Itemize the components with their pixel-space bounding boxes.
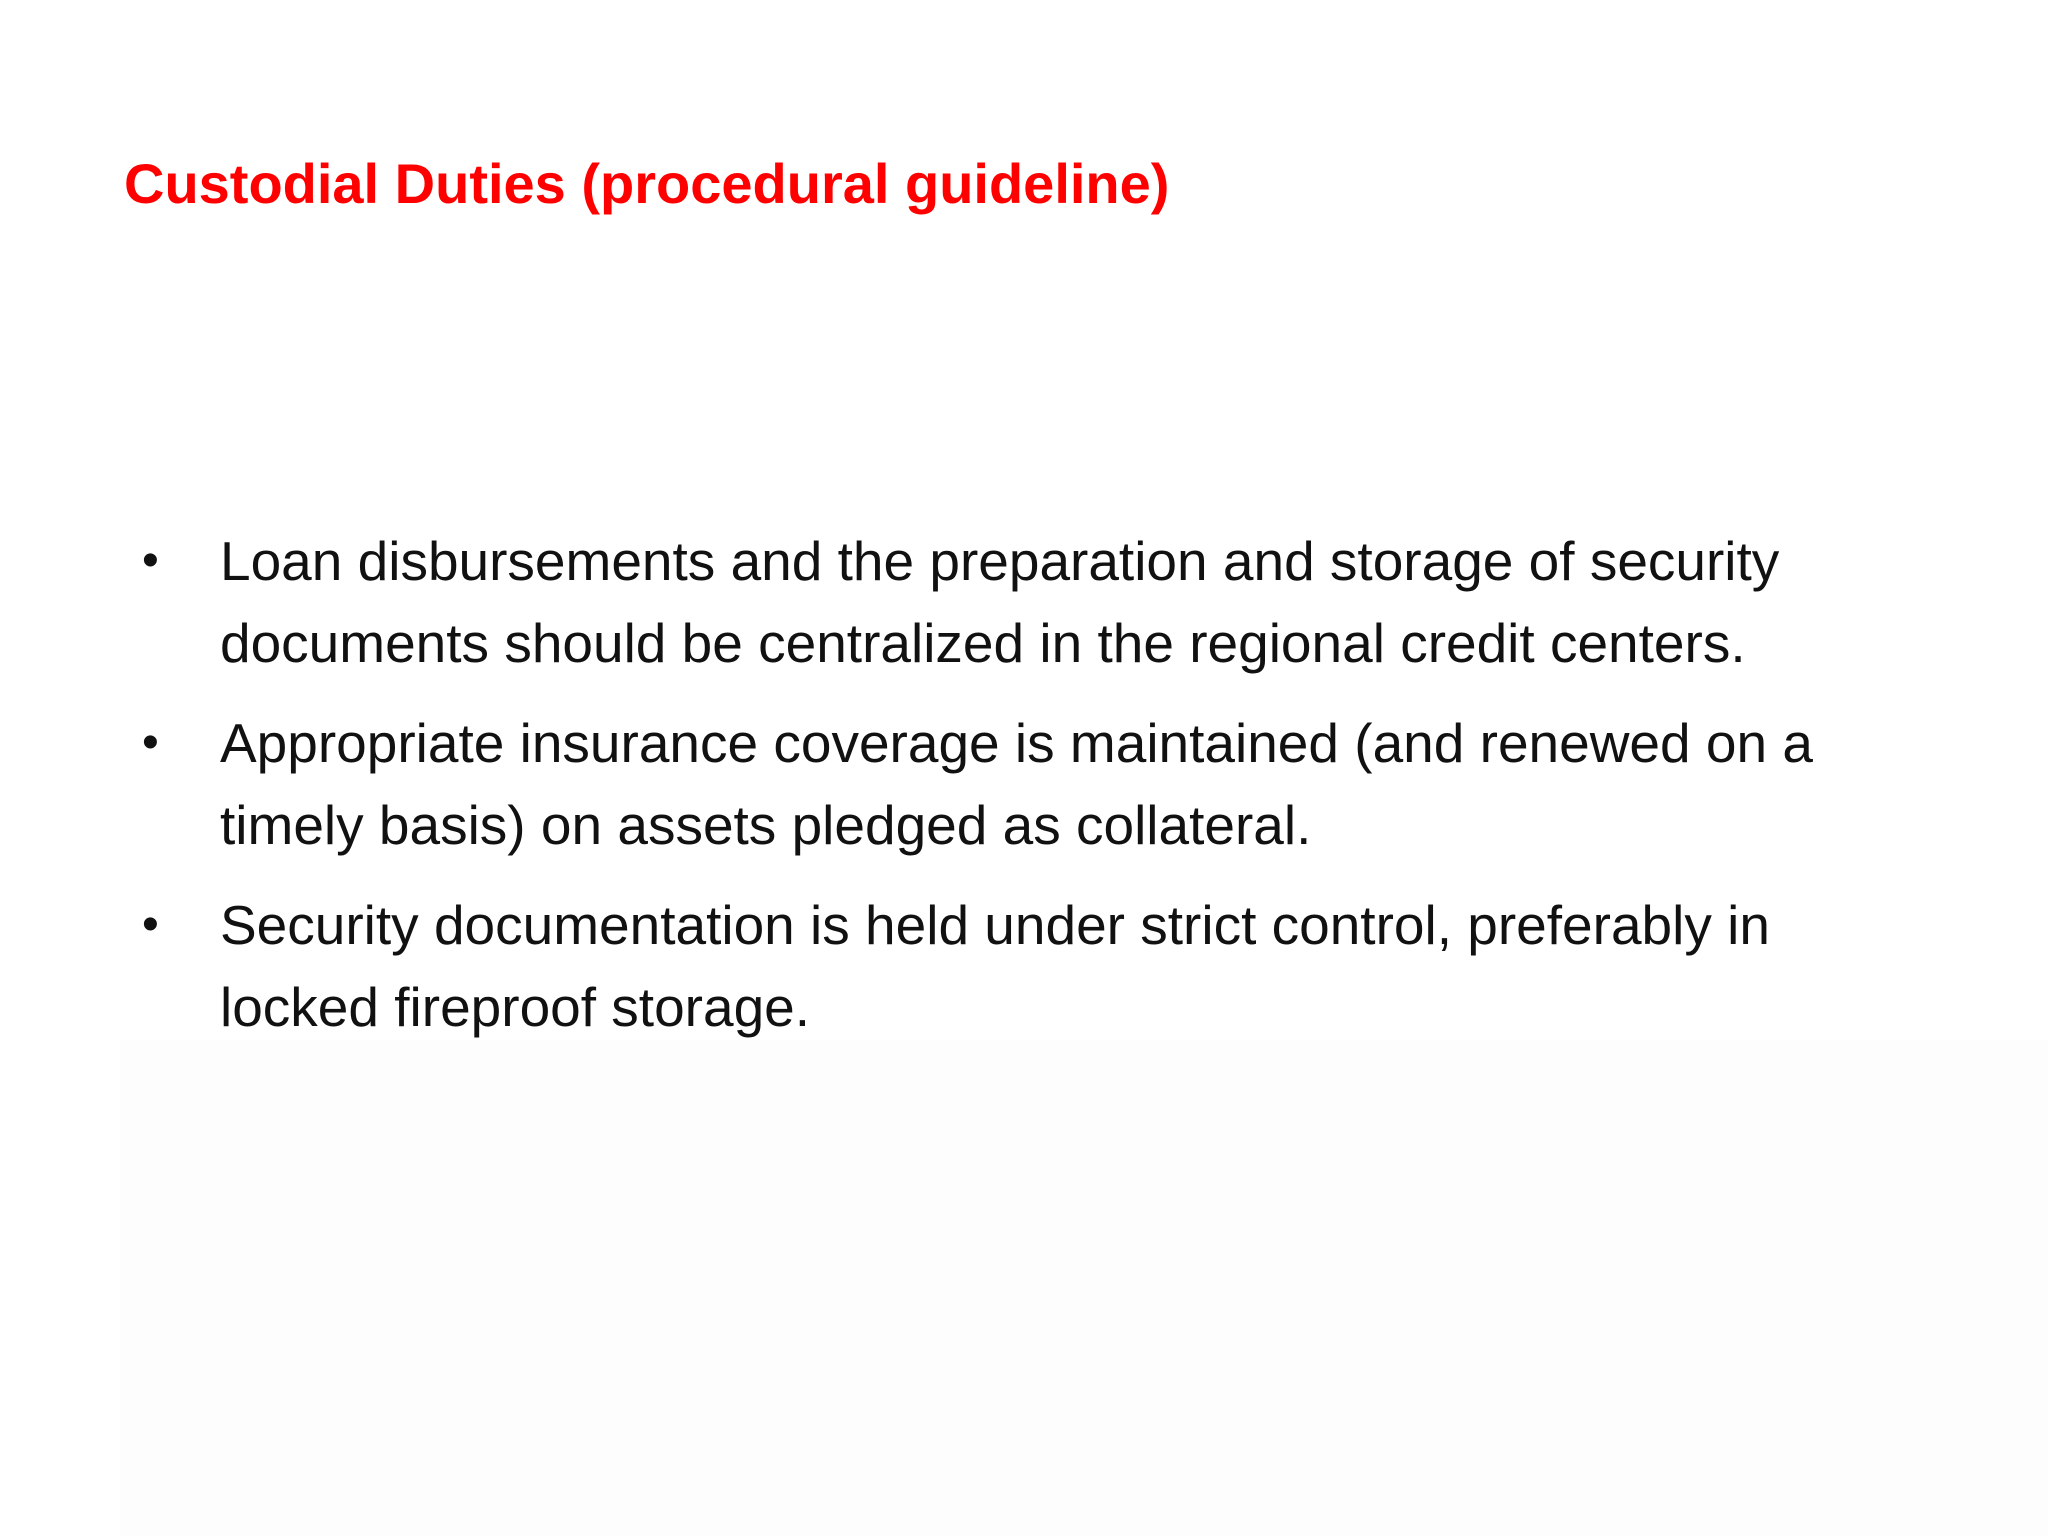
bullet-icon: • bbox=[142, 898, 159, 951]
bullet-text: Security documentation is held under strict control, preferably in locked fireproof storage. bbox=[220, 894, 1770, 1038]
bullet-item-storage bbox=[142, 884, 1932, 1048]
bullet-item-insurance bbox=[142, 702, 1932, 866]
slide-title: Custodial Duties (procedural guideline) bbox=[124, 152, 1170, 215]
bullet-icon: • bbox=[142, 716, 159, 769]
background-panel bbox=[120, 1040, 2048, 1536]
bullet-item-centralization bbox=[142, 520, 1932, 684]
bullet-list bbox=[142, 520, 1932, 1066]
bullet-icon: • bbox=[142, 534, 159, 587]
bullet-text: Appropriate insurance coverage is maintained (and renewed on a timely basis) on assets pledged as collateral. bbox=[220, 712, 1813, 856]
bullet-text: Loan disbursements and the preparation and storage of security documents should be centralized in the regional credit centers. bbox=[220, 530, 1780, 674]
